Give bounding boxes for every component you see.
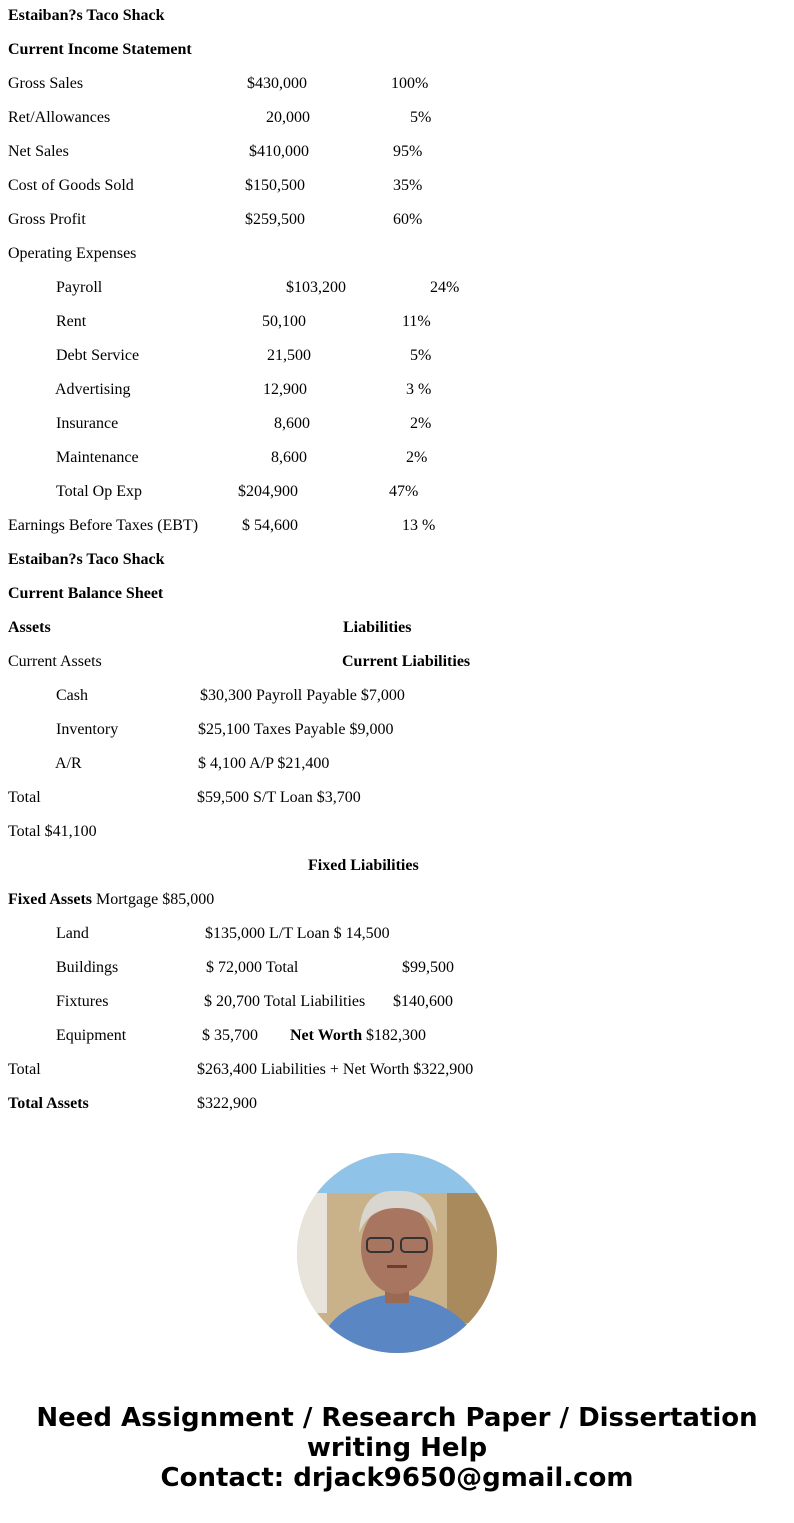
balance-sheet-line-3-cell-0: Current Assets <box>8 653 102 670</box>
balance-sheet-line-3-cell-1: Current Liabilities <box>342 653 471 670</box>
balance-sheet-line-8-cell-0: Total $41,100 <box>8 823 97 840</box>
income-statement-line-15-cell-1: $ 54,600 <box>242 517 298 534</box>
income-statement-line-2-cell-2: 100% <box>391 75 429 92</box>
balance-sheet-line-16-cell-0: Total Assets <box>8 1095 89 1112</box>
income-statement-line-3-cell-1: 20,000 <box>266 109 310 126</box>
income-statement-line-8-cell-1: $103,200 <box>286 279 346 296</box>
balance-sheet-line-6-cell-1: $ 4,100 A/P $21,400 <box>198 755 330 772</box>
income-statement-line-14-cell-2: 47% <box>389 483 419 500</box>
income-statement-line-8-cell-2: 24% <box>430 279 460 296</box>
income-statement-line-1-cell-0: Current Income Statement <box>8 41 192 58</box>
income-statement-line-12-cell-2: 2% <box>410 415 432 432</box>
income-statement-line-12-cell-1: 8,600 <box>274 415 310 432</box>
balance-sheet-line-5-cell-0: Inventory <box>56 721 119 738</box>
income-statement-line-2-cell-1: $430,000 <box>247 75 307 92</box>
income-statement-line-15-cell-0: Earnings Before Taxes (EBT) <box>8 517 199 534</box>
balance-sheet-line-2-cell-0: Assets <box>8 619 51 636</box>
income-statement-line-4-cell-2: 95% <box>393 143 423 160</box>
balance-sheet-line-7-cell-0: Total <box>8 789 41 806</box>
income-statement-line-9-cell-1: 50,100 <box>262 313 306 330</box>
income-statement-line-6-cell-2: 60% <box>393 211 423 228</box>
balance-sheet-line-16-cell-1: $322,900 <box>197 1095 257 1112</box>
income-statement-line-5-cell-0: Cost of Goods Sold <box>8 177 134 194</box>
income-statement-line-9-cell-0: Rent <box>56 313 87 330</box>
income-statement-line-12-cell-0: Insurance <box>56 415 119 432</box>
income-statement-line-10-cell-1: 21,500 <box>267 347 311 364</box>
balance-sheet-line-15-cell-1: $263,400 Liabilities + Net Worth $322,900 <box>197 1061 474 1078</box>
income-statement-line-4-cell-1: $410,000 <box>249 143 309 160</box>
income-statement-line-10-cell-0: Debt Service <box>56 347 140 364</box>
balance-sheet-line-11-cell-0: Land <box>56 925 89 942</box>
income-statement-line-13-cell-1: 8,600 <box>271 449 307 466</box>
balance-sheet-line-7-cell-1: $59,500 S/T Loan $3,700 <box>197 789 361 806</box>
balance-sheet-line-6-cell-0: A/R <box>55 755 82 772</box>
income-statement-line-3-cell-2: 5% <box>410 109 432 126</box>
balance-sheet-line-12-cell-1: $ 72,000 Total <box>206 959 299 976</box>
income-statement-line-9-cell-2: 11% <box>402 313 431 330</box>
income-statement-line-14-cell-0: Total Op Exp <box>56 483 142 500</box>
balance-sheet-line-10-cell-0: Fixed Assets <box>8 891 92 908</box>
footer-line-2: writing Help <box>306 1433 488 1463</box>
balance-sheet-line-4-cell-1: $30,300 Payroll Payable $7,000 <box>200 687 405 704</box>
footer-banner <box>0 1403 794 1493</box>
income-statement-line-6-cell-0: Gross Profit <box>8 211 86 228</box>
income-statement-line-3-cell-0: Ret/Allowances <box>8 109 111 126</box>
balance-sheet-line-12-cell-2: $99,500 <box>402 959 454 976</box>
balance-sheet-line-14-cell-0: Equipment <box>56 1027 127 1044</box>
balance-sheet-line-0-cell-0: Estaiban?s Taco Shack <box>8 551 165 568</box>
income-statement-line-10-cell-2: 5% <box>410 347 432 364</box>
balance-sheet-line-1-cell-0: Current Balance Sheet <box>8 585 164 602</box>
balance-sheet-line-4-cell-0: Cash <box>56 687 88 704</box>
income-statement-line-8-cell-0: Payroll <box>56 279 103 296</box>
balance-sheet-line-14-cell-2: Net Worth <box>290 1027 363 1044</box>
income-statement-line-11-cell-2: 3 % <box>406 381 432 398</box>
balance-sheet-line-9-cell-0: Fixed Liabilities <box>308 857 419 874</box>
income-statement-line-5-cell-1: $150,500 <box>245 177 305 194</box>
balance-sheet-line-13-cell-0: Fixtures <box>56 993 109 1010</box>
balance-sheet-line-14-cell-3: $182,300 <box>366 1027 426 1044</box>
income-statement-line-13-cell-2: 2% <box>406 449 428 466</box>
income-statement-line-6-cell-1: $259,500 <box>245 211 305 228</box>
income-statement-line-4-cell-0: Net Sales <box>8 143 69 160</box>
author-photo <box>297 1153 497 1353</box>
income-statement-line-11-cell-0: Advertising <box>55 381 131 398</box>
income-statement-line-2-cell-0: Gross Sales <box>8 75 84 92</box>
income-statement-line-11-cell-1: 12,900 <box>263 381 307 398</box>
income-statement-line-0-cell-0: Estaiban?s Taco Shack <box>8 7 165 24</box>
balance-sheet-line-5-cell-1: $25,100 Taxes Payable $9,000 <box>198 721 394 738</box>
balance-sheet-line-2-cell-1: Liabilities <box>343 619 412 636</box>
footer-contact: Contact: drjack9650@gmail.com <box>160 1463 634 1493</box>
balance-sheet-line-13-cell-2: $140,600 <box>393 993 453 1010</box>
income-statement-line-5-cell-2: 35% <box>393 177 423 194</box>
balance-sheet-line-15-cell-0: Total <box>8 1061 41 1078</box>
balance-sheet-line-10-cell-1: Mortgage $85,000 <box>96 891 215 908</box>
balance-sheet-line-13-cell-1: $ 20,700 Total Liabilities <box>204 993 366 1010</box>
balance-sheet-line-14-cell-1: $ 35,700 <box>202 1027 258 1044</box>
income-statement-line-7-cell-0: Operating Expenses <box>8 245 137 262</box>
balance-sheet-line-12-cell-0: Buildings <box>56 959 119 976</box>
income-statement-line-13-cell-0: Maintenance <box>56 449 139 466</box>
footer-line-1: Need Assignment / Research Paper / Dissertation <box>36 1403 758 1433</box>
balance-sheet-line-11-cell-1: $135,000 L/T Loan $ 14,500 <box>205 925 390 942</box>
income-statement-line-14-cell-1: $204,900 <box>238 483 298 500</box>
income-statement-line-15-cell-2: 13 % <box>402 517 436 534</box>
